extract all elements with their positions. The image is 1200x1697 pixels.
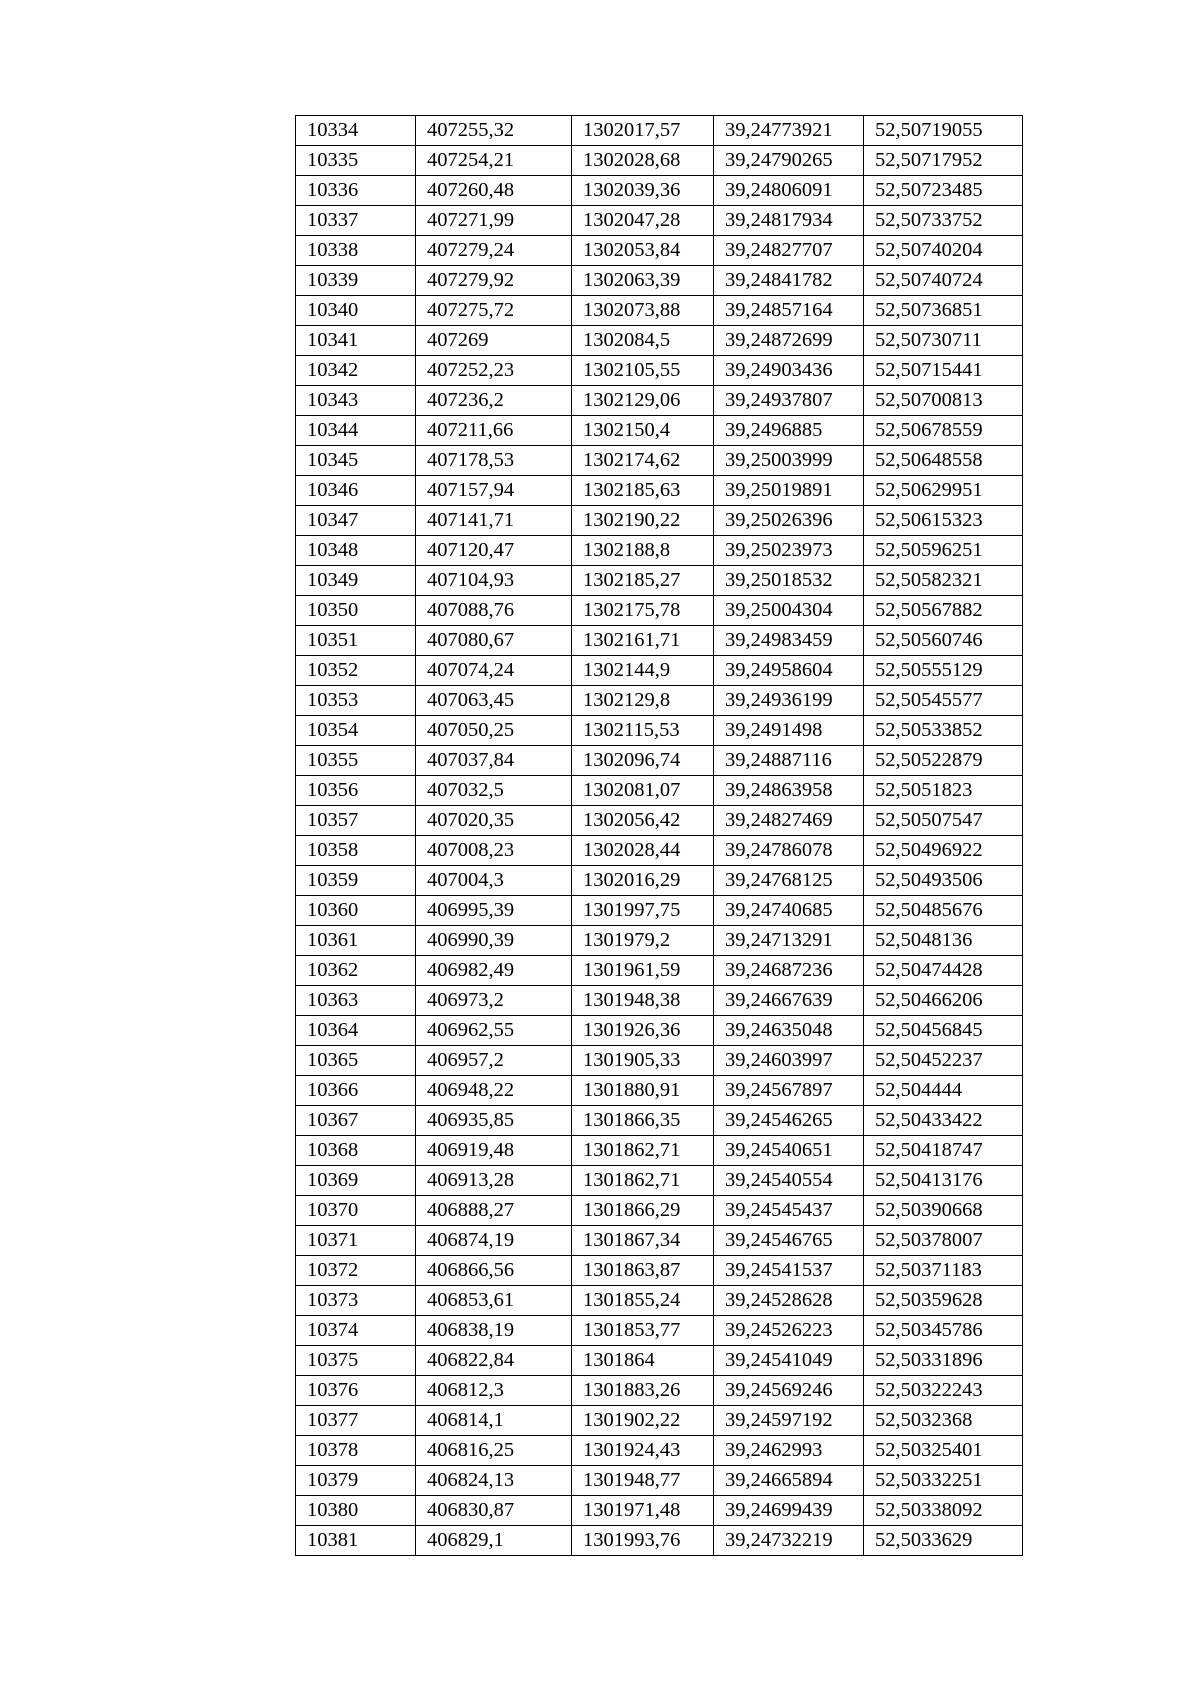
x-coordinate-cell: 406838,19 (416, 1316, 572, 1346)
point-number-cell: 10366 (296, 1076, 416, 1106)
y-coordinate-cell: 1301883,26 (572, 1376, 714, 1406)
latitude-cell: 52,50715441 (864, 356, 1023, 386)
y-coordinate-cell: 1301864 (572, 1346, 714, 1376)
longitude-cell: 39,24887116 (714, 746, 864, 776)
y-coordinate-cell: 1302190,22 (572, 506, 714, 536)
longitude-cell: 39,24841782 (714, 266, 864, 296)
table-row (296, 716, 1023, 746)
x-coordinate-cell: 406913,28 (416, 1166, 572, 1196)
y-coordinate-cell: 1302129,8 (572, 686, 714, 716)
table-row (296, 116, 1023, 146)
x-coordinate-cell: 406814,1 (416, 1406, 572, 1436)
longitude-cell: 39,24540651 (714, 1136, 864, 1166)
y-coordinate-cell: 1302129,06 (572, 386, 714, 416)
table-row (296, 1256, 1023, 1286)
point-number-cell: 10368 (296, 1136, 416, 1166)
table-row (296, 1436, 1023, 1466)
table-row (296, 596, 1023, 626)
point-number-cell: 10359 (296, 866, 416, 896)
point-number-cell: 10378 (296, 1436, 416, 1466)
longitude-cell: 39,24740685 (714, 896, 864, 926)
latitude-cell: 52,50493506 (864, 866, 1023, 896)
latitude-cell: 52,5048136 (864, 926, 1023, 956)
x-coordinate-cell: 406874,19 (416, 1226, 572, 1256)
y-coordinate-cell: 1302073,88 (572, 296, 714, 326)
table-row (296, 206, 1023, 236)
latitude-cell: 52,50545577 (864, 686, 1023, 716)
longitude-cell: 39,24665894 (714, 1466, 864, 1496)
point-number-cell: 10343 (296, 386, 416, 416)
table-row (296, 1016, 1023, 1046)
table-row (296, 1286, 1023, 1316)
x-coordinate-cell: 406957,2 (416, 1046, 572, 1076)
table-row (296, 476, 1023, 506)
table-row (296, 1466, 1023, 1496)
latitude-cell: 52,50717952 (864, 146, 1023, 176)
latitude-cell: 52,50485676 (864, 896, 1023, 926)
latitude-cell: 52,50615323 (864, 506, 1023, 536)
point-number-cell: 10376 (296, 1376, 416, 1406)
x-coordinate-cell: 407275,72 (416, 296, 572, 326)
x-coordinate-cell: 407120,47 (416, 536, 572, 566)
y-coordinate-cell: 1301979,2 (572, 926, 714, 956)
longitude-cell: 39,24526223 (714, 1316, 864, 1346)
longitude-cell: 39,24827469 (714, 806, 864, 836)
table-row (296, 1046, 1023, 1076)
longitude-cell: 39,24872699 (714, 326, 864, 356)
point-number-cell: 10381 (296, 1526, 416, 1556)
y-coordinate-cell: 1302053,84 (572, 236, 714, 266)
x-coordinate-cell: 407080,67 (416, 626, 572, 656)
longitude-cell: 39,24541537 (714, 1256, 864, 1286)
longitude-cell: 39,24546765 (714, 1226, 864, 1256)
x-coordinate-cell: 406816,25 (416, 1436, 572, 1466)
table-row (296, 896, 1023, 926)
point-number-cell: 10377 (296, 1406, 416, 1436)
table-row (296, 1076, 1023, 1106)
latitude-cell: 52,50390668 (864, 1196, 1023, 1226)
x-coordinate-cell: 407104,93 (416, 566, 572, 596)
table-row (296, 806, 1023, 836)
longitude-cell: 39,24786078 (714, 836, 864, 866)
longitude-cell: 39,24541049 (714, 1346, 864, 1376)
y-coordinate-cell: 1301902,22 (572, 1406, 714, 1436)
x-coordinate-cell: 407255,32 (416, 116, 572, 146)
x-coordinate-cell: 406853,61 (416, 1286, 572, 1316)
x-coordinate-cell: 407063,45 (416, 686, 572, 716)
latitude-cell: 52,50730711 (864, 326, 1023, 356)
point-number-cell: 10375 (296, 1346, 416, 1376)
latitude-cell: 52,50338092 (864, 1496, 1023, 1526)
x-coordinate-cell: 407020,35 (416, 806, 572, 836)
point-number-cell: 10361 (296, 926, 416, 956)
y-coordinate-cell: 1301924,43 (572, 1436, 714, 1466)
x-coordinate-cell: 406995,39 (416, 896, 572, 926)
point-number-cell: 10380 (296, 1496, 416, 1526)
y-coordinate-cell: 1302063,39 (572, 266, 714, 296)
point-number-cell: 10336 (296, 176, 416, 206)
x-coordinate-cell: 407271,99 (416, 206, 572, 236)
y-coordinate-cell: 1301853,77 (572, 1316, 714, 1346)
longitude-cell: 39,24603997 (714, 1046, 864, 1076)
latitude-cell: 52,50567882 (864, 596, 1023, 626)
latitude-cell: 52,50596251 (864, 536, 1023, 566)
latitude-cell: 52,50418747 (864, 1136, 1023, 1166)
table-row (296, 926, 1023, 956)
point-number-cell: 10373 (296, 1286, 416, 1316)
x-coordinate-cell: 406830,87 (416, 1496, 572, 1526)
latitude-cell: 52,50740204 (864, 236, 1023, 266)
y-coordinate-cell: 1301862,71 (572, 1166, 714, 1196)
table-row (296, 956, 1023, 986)
point-number-cell: 10355 (296, 746, 416, 776)
y-coordinate-cell: 1302174,62 (572, 446, 714, 476)
table-row (296, 656, 1023, 686)
table-row (296, 236, 1023, 266)
latitude-cell: 52,50648558 (864, 446, 1023, 476)
x-coordinate-cell: 407178,53 (416, 446, 572, 476)
table-row (296, 1376, 1023, 1406)
latitude-cell: 52,50555129 (864, 656, 1023, 686)
point-number-cell: 10348 (296, 536, 416, 566)
latitude-cell: 52,50582321 (864, 566, 1023, 596)
point-number-cell: 10362 (296, 956, 416, 986)
x-coordinate-cell: 407236,2 (416, 386, 572, 416)
longitude-cell: 39,24713291 (714, 926, 864, 956)
x-coordinate-cell: 407050,25 (416, 716, 572, 746)
coordinates-table (295, 115, 1023, 1556)
x-coordinate-cell: 407279,92 (416, 266, 572, 296)
point-number-cell: 10339 (296, 266, 416, 296)
table-row (296, 1346, 1023, 1376)
table-row (296, 1196, 1023, 1226)
latitude-cell: 52,50332251 (864, 1466, 1023, 1496)
longitude-cell: 39,24667639 (714, 986, 864, 1016)
y-coordinate-cell: 1301971,48 (572, 1496, 714, 1526)
x-coordinate-cell: 406824,13 (416, 1466, 572, 1496)
latitude-cell: 52,50496922 (864, 836, 1023, 866)
table-row (296, 986, 1023, 1016)
y-coordinate-cell: 1301961,59 (572, 956, 714, 986)
longitude-cell: 39,2491498 (714, 716, 864, 746)
y-coordinate-cell: 1301855,24 (572, 1286, 714, 1316)
x-coordinate-cell: 406962,55 (416, 1016, 572, 1046)
y-coordinate-cell: 1301862,71 (572, 1136, 714, 1166)
y-coordinate-cell: 1301880,91 (572, 1076, 714, 1106)
x-coordinate-cell: 406888,27 (416, 1196, 572, 1226)
longitude-cell: 39,24936199 (714, 686, 864, 716)
longitude-cell: 39,24635048 (714, 1016, 864, 1046)
x-coordinate-cell: 406829,1 (416, 1526, 572, 1556)
x-coordinate-cell: 407252,23 (416, 356, 572, 386)
y-coordinate-cell: 1302185,63 (572, 476, 714, 506)
point-number-cell: 10357 (296, 806, 416, 836)
x-coordinate-cell: 406919,48 (416, 1136, 572, 1166)
point-number-cell: 10364 (296, 1016, 416, 1046)
y-coordinate-cell: 1302175,78 (572, 596, 714, 626)
y-coordinate-cell: 1301905,33 (572, 1046, 714, 1076)
table-row (296, 416, 1023, 446)
y-coordinate-cell: 1302084,5 (572, 326, 714, 356)
longitude-cell: 39,24699439 (714, 1496, 864, 1526)
point-number-cell: 10372 (296, 1256, 416, 1286)
x-coordinate-cell: 407211,66 (416, 416, 572, 446)
longitude-cell: 39,24567897 (714, 1076, 864, 1106)
longitude-cell: 39,24817934 (714, 206, 864, 236)
latitude-cell: 52,50700813 (864, 386, 1023, 416)
y-coordinate-cell: 1301866,35 (572, 1106, 714, 1136)
table-row (296, 266, 1023, 296)
point-number-cell: 10365 (296, 1046, 416, 1076)
latitude-cell: 52,50560746 (864, 626, 1023, 656)
point-number-cell: 10347 (296, 506, 416, 536)
latitude-cell: 52,50345786 (864, 1316, 1023, 1346)
x-coordinate-cell: 406812,3 (416, 1376, 572, 1406)
point-number-cell: 10379 (296, 1466, 416, 1496)
x-coordinate-cell: 407141,71 (416, 506, 572, 536)
table-row (296, 686, 1023, 716)
table-row (296, 836, 1023, 866)
point-number-cell: 10356 (296, 776, 416, 806)
latitude-cell: 52,504444 (864, 1076, 1023, 1106)
latitude-cell: 52,50322243 (864, 1376, 1023, 1406)
table-row (296, 356, 1023, 386)
longitude-cell: 39,24983459 (714, 626, 864, 656)
table-row (296, 866, 1023, 896)
longitude-cell: 39,24806091 (714, 176, 864, 206)
y-coordinate-cell: 1301948,38 (572, 986, 714, 1016)
point-number-cell: 10369 (296, 1166, 416, 1196)
point-number-cell: 10345 (296, 446, 416, 476)
longitude-cell: 39,24768125 (714, 866, 864, 896)
point-number-cell: 10349 (296, 566, 416, 596)
longitude-cell: 39,24857164 (714, 296, 864, 326)
y-coordinate-cell: 1301997,75 (572, 896, 714, 926)
latitude-cell: 52,50378007 (864, 1226, 1023, 1256)
latitude-cell: 52,50331896 (864, 1346, 1023, 1376)
x-coordinate-cell: 406822,84 (416, 1346, 572, 1376)
point-number-cell: 10346 (296, 476, 416, 506)
longitude-cell: 39,24545437 (714, 1196, 864, 1226)
latitude-cell: 52,50413176 (864, 1166, 1023, 1196)
point-number-cell: 10338 (296, 236, 416, 266)
y-coordinate-cell: 1301993,76 (572, 1526, 714, 1556)
longitude-cell: 39,25003999 (714, 446, 864, 476)
point-number-cell: 10354 (296, 716, 416, 746)
longitude-cell: 39,24903436 (714, 356, 864, 386)
latitude-cell: 52,50359628 (864, 1286, 1023, 1316)
point-number-cell: 10353 (296, 686, 416, 716)
longitude-cell: 39,24790265 (714, 146, 864, 176)
x-coordinate-cell: 407037,84 (416, 746, 572, 776)
y-coordinate-cell: 1302039,36 (572, 176, 714, 206)
x-coordinate-cell: 407088,76 (416, 596, 572, 626)
y-coordinate-cell: 1301867,34 (572, 1226, 714, 1256)
table-row (296, 176, 1023, 206)
point-number-cell: 10342 (296, 356, 416, 386)
latitude-cell: 52,50466206 (864, 986, 1023, 1016)
table-row (296, 1496, 1023, 1526)
y-coordinate-cell: 1302105,55 (572, 356, 714, 386)
y-coordinate-cell: 1302047,28 (572, 206, 714, 236)
latitude-cell: 52,50719055 (864, 116, 1023, 146)
table-row (296, 386, 1023, 416)
y-coordinate-cell: 1302144,9 (572, 656, 714, 686)
longitude-cell: 39,25004304 (714, 596, 864, 626)
longitude-cell: 39,24958604 (714, 656, 864, 686)
x-coordinate-cell: 406990,39 (416, 926, 572, 956)
latitude-cell: 52,50474428 (864, 956, 1023, 986)
x-coordinate-cell: 407157,94 (416, 476, 572, 506)
point-number-cell: 10360 (296, 896, 416, 926)
latitude-cell: 52,50723485 (864, 176, 1023, 206)
point-number-cell: 10370 (296, 1196, 416, 1226)
point-number-cell: 10363 (296, 986, 416, 1016)
latitude-cell: 52,5033629 (864, 1526, 1023, 1556)
x-coordinate-cell: 407269 (416, 326, 572, 356)
table-row (296, 626, 1023, 656)
y-coordinate-cell: 1302028,44 (572, 836, 714, 866)
y-coordinate-cell: 1302056,42 (572, 806, 714, 836)
y-coordinate-cell: 1302115,53 (572, 716, 714, 746)
y-coordinate-cell: 1301863,87 (572, 1256, 714, 1286)
point-number-cell: 10334 (296, 116, 416, 146)
table-row (296, 746, 1023, 776)
point-number-cell: 10350 (296, 596, 416, 626)
latitude-cell: 52,5032368 (864, 1406, 1023, 1436)
longitude-cell: 39,24687236 (714, 956, 864, 986)
table-row (296, 1226, 1023, 1256)
y-coordinate-cell: 1302016,29 (572, 866, 714, 896)
table-row (296, 506, 1023, 536)
longitude-cell: 39,2496885 (714, 416, 864, 446)
table-row (296, 1106, 1023, 1136)
point-number-cell: 10351 (296, 626, 416, 656)
table-row (296, 536, 1023, 566)
longitude-cell: 39,24569246 (714, 1376, 864, 1406)
y-coordinate-cell: 1302188,8 (572, 536, 714, 566)
longitude-cell: 39,24773921 (714, 116, 864, 146)
table-row (296, 1316, 1023, 1346)
point-number-cell: 10358 (296, 836, 416, 866)
table-row (296, 566, 1023, 596)
x-coordinate-cell: 406866,56 (416, 1256, 572, 1286)
x-coordinate-cell: 407074,24 (416, 656, 572, 686)
table-row (296, 1526, 1023, 1556)
point-number-cell: 10344 (296, 416, 416, 446)
point-number-cell: 10352 (296, 656, 416, 686)
longitude-cell: 39,25023973 (714, 536, 864, 566)
latitude-cell: 52,50371183 (864, 1256, 1023, 1286)
table-row (296, 1136, 1023, 1166)
table-row (296, 1406, 1023, 1436)
point-number-cell: 10367 (296, 1106, 416, 1136)
longitude-cell: 39,24732219 (714, 1526, 864, 1556)
x-coordinate-cell: 407260,48 (416, 176, 572, 206)
longitude-cell: 39,25019891 (714, 476, 864, 506)
x-coordinate-cell: 406948,22 (416, 1076, 572, 1106)
y-coordinate-cell: 1302081,07 (572, 776, 714, 806)
x-coordinate-cell: 406935,85 (416, 1106, 572, 1136)
longitude-cell: 39,24937807 (714, 386, 864, 416)
point-number-cell: 10341 (296, 326, 416, 356)
longitude-cell: 39,24597192 (714, 1406, 864, 1436)
latitude-cell: 52,50736851 (864, 296, 1023, 326)
latitude-cell: 52,50452237 (864, 1046, 1023, 1076)
longitude-cell: 39,24528628 (714, 1286, 864, 1316)
latitude-cell: 52,50678559 (864, 416, 1023, 446)
point-number-cell: 10340 (296, 296, 416, 326)
longitude-cell: 39,24546265 (714, 1106, 864, 1136)
latitude-cell: 52,50325401 (864, 1436, 1023, 1466)
y-coordinate-cell: 1302028,68 (572, 146, 714, 176)
longitude-cell: 39,24827707 (714, 236, 864, 266)
x-coordinate-cell: 406982,49 (416, 956, 572, 986)
y-coordinate-cell: 1302185,27 (572, 566, 714, 596)
latitude-cell: 52,50433422 (864, 1106, 1023, 1136)
x-coordinate-cell: 407279,24 (416, 236, 572, 266)
y-coordinate-cell: 1301866,29 (572, 1196, 714, 1226)
coordinates-table-body (296, 116, 1023, 1556)
table-row (296, 296, 1023, 326)
y-coordinate-cell: 1302017,57 (572, 116, 714, 146)
x-coordinate-cell: 406973,2 (416, 986, 572, 1016)
table-row (296, 1166, 1023, 1196)
longitude-cell: 39,24863958 (714, 776, 864, 806)
latitude-cell: 52,50533852 (864, 716, 1023, 746)
y-coordinate-cell: 1302150,4 (572, 416, 714, 446)
longitude-cell: 39,25026396 (714, 506, 864, 536)
y-coordinate-cell: 1301926,36 (572, 1016, 714, 1046)
latitude-cell: 52,50522879 (864, 746, 1023, 776)
point-number-cell: 10337 (296, 206, 416, 236)
y-coordinate-cell: 1302096,74 (572, 746, 714, 776)
point-number-cell: 10371 (296, 1226, 416, 1256)
longitude-cell: 39,2462993 (714, 1436, 864, 1466)
table-row (296, 146, 1023, 176)
y-coordinate-cell: 1301948,77 (572, 1466, 714, 1496)
longitude-cell: 39,24540554 (714, 1166, 864, 1196)
latitude-cell: 52,50629951 (864, 476, 1023, 506)
x-coordinate-cell: 407032,5 (416, 776, 572, 806)
latitude-cell: 52,50456845 (864, 1016, 1023, 1046)
latitude-cell: 52,50507547 (864, 806, 1023, 836)
longitude-cell: 39,25018532 (714, 566, 864, 596)
x-coordinate-cell: 407008,23 (416, 836, 572, 866)
latitude-cell: 52,5051823 (864, 776, 1023, 806)
latitude-cell: 52,50740724 (864, 266, 1023, 296)
x-coordinate-cell: 407004,3 (416, 866, 572, 896)
latitude-cell: 52,50733752 (864, 206, 1023, 236)
point-number-cell: 10374 (296, 1316, 416, 1346)
y-coordinate-cell: 1302161,71 (572, 626, 714, 656)
table-row (296, 326, 1023, 356)
table-row (296, 776, 1023, 806)
point-number-cell: 10335 (296, 146, 416, 176)
x-coordinate-cell: 407254,21 (416, 146, 572, 176)
table-row (296, 446, 1023, 476)
